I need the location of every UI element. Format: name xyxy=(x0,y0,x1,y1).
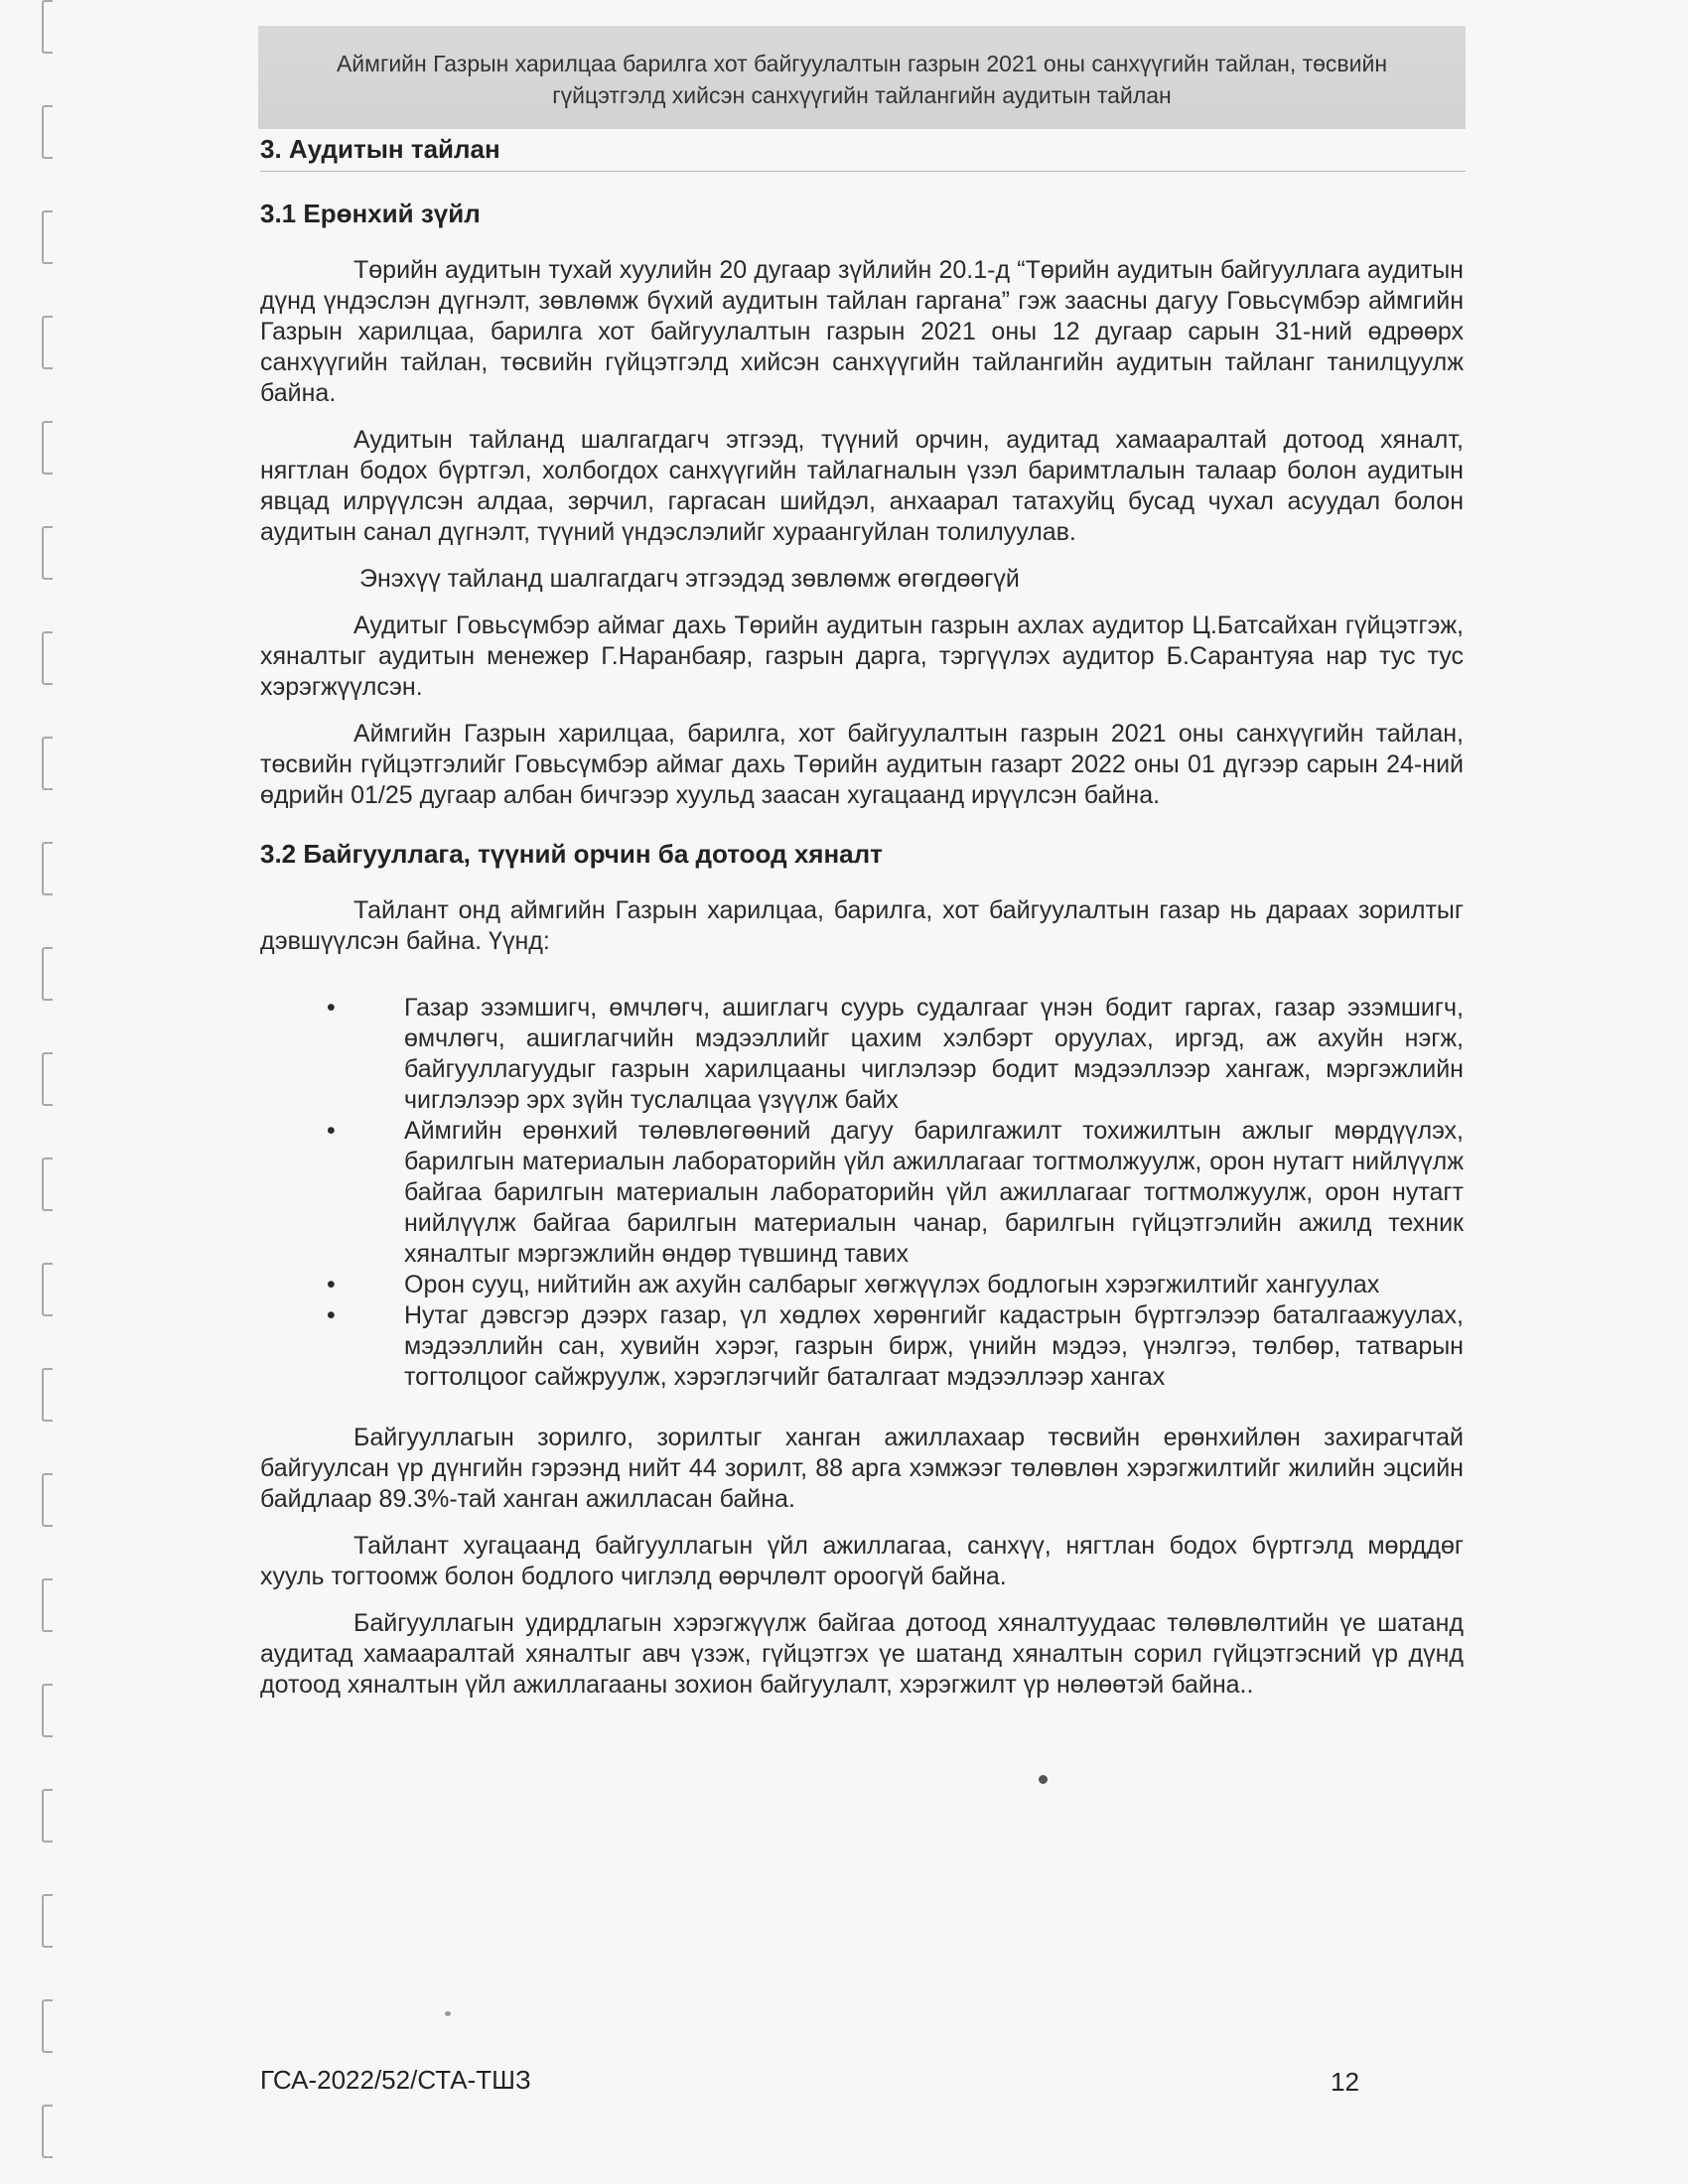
bullet-icon: • xyxy=(327,1271,336,1298)
objectives-list xyxy=(260,993,1464,1393)
binder-hole xyxy=(42,2105,53,2158)
list-item xyxy=(327,1116,1464,1270)
binder-hole xyxy=(42,210,53,264)
paragraph: Төрийн аудитын тухай хуулийн 20 дугаар зүйлийн 20.1-д “Төрийн аудитын байгууллага аудитын дүнд үндэслэн дүгнэлт, зөвлөмж бүхий аудитын тайлан гаргана” гэж заасны дагуу Говьсүмбэр аймгийн Газрын харилцаа, барилга хот байгуулалтын газрын 2021 оны 12 дугаар сарын 31-ний өдрөөрх санхүүгийн тайлан, төсвийн гүйцэтгэлд хийсэн санхүүгийн тайлангийн аудитын тайланг танилцуулж байна. xyxy=(260,256,1464,407)
header-line-1: Аймгийн Газрын харилцаа барилга хот байгуулалтын газрын 2021 оны санхүүгийн тайлан, төсвийн xyxy=(336,51,1388,76)
subsection-1-title: 3.1 Ерөнхий зүйл xyxy=(260,199,481,228)
binder-hole xyxy=(42,1789,53,1843)
binder-hole xyxy=(42,631,53,685)
binder-holes xyxy=(28,0,58,2184)
paragraph: Аймгийн Газрын харилцаа, барилга, хот байгуулалтын газрын 2021 оны санхүүгийн тайлан, төсвийн гүйцэтгэлийг Говьсүмбэр аймаг дахь Төрийн аудитын газарт 2022 оны 01 дүгээр сарын 24-ний өдрийн 01/25 дугаар албан бичгээр хуульд заасан хугацаанд ирүүлсэн байна. xyxy=(260,720,1464,809)
paragraph: Байгууллагын зорилго, зорилтыг ханган ажиллахаар төсвийн ерөнхийлөн захирагчтай байгуулсан үр дүнгийн гэрээнд нийт 44 зорилт, 88 арга хэмжээг төлөвлөн хэрэгжилтийг жилийн эцсийн байдлаар 89.3%-тай ханган ажилласан байна. xyxy=(260,1424,1464,1513)
binder-hole xyxy=(42,1999,53,2053)
paragraph: Байгууллагын удирдлагын хэрэгжүүлж байгаа дотоод хяналтуудаас төлөвлөлтийн үе шатанд аудитад хамааралтай хяналтыг авч үзэж, гүйцэтгэх үе шатанд хяналтын сорил гүйцэтгэсний үр дүнд дотоод хяналтын үйл ажиллагааны зохион байгуулалт, хэрэгжилт үр нөлөөтэй байна.. xyxy=(260,1609,1464,1699)
bullet-icon: • xyxy=(327,1117,336,1145)
binder-hole xyxy=(42,0,53,54)
paragraph: Аудитыг Говьсүмбэр аймаг дахь Төрийн аудитын газрын ахлах аудитор Ц.Батсайхан гүйцэтгэж, хяналтыг аудитын менежер Г.Наранбаяр, газрын дарга, тэргүүлэх аудитор Б.Сарантуяа нар тус тус хэрэгжүүлсэн. xyxy=(260,612,1464,701)
list-item xyxy=(327,1270,1464,1300)
bullet-icon: • xyxy=(327,994,336,1022)
header-line-2: гүйцэтгэлд хийсэн санхүүгийн тайлангийн аудитын тайлан xyxy=(552,82,1172,108)
binder-hole xyxy=(42,1684,53,1737)
list-item-text: Аймгийн ерөнхий төлөвлөгөөний дагуу барилгажилт тохижилтын ажлыг мөрдүүлэх, барилгын материалын лабораторийн үйл ажиллагааг тогтмолжуулж, орон нутагт нийлүүлж байгаа барилгын материалын лабораторийн үйл ажиллагааг тогтмолжуулж, орон нутагт нийлүүлж байгаа барилгын материалын чанар, барилгын гүйцэтгэлийн ажилд техник хяналтыг мэргэжлийн өндөр түвшинд тавих xyxy=(404,1117,1464,1268)
binder-hole xyxy=(42,1263,53,1316)
subsection-2-title: 3.2 Байгууллага, түүний орчин ба дотоод хяналт xyxy=(260,839,883,869)
document-code: ГСА-2022/52/СТА-ТШЗ xyxy=(260,2065,531,2095)
page-number: 12 xyxy=(1331,2067,1359,2097)
scan-speck xyxy=(1039,1775,1048,1784)
binder-hole xyxy=(42,316,53,369)
binder-hole xyxy=(42,1894,53,1948)
binder-hole xyxy=(42,526,53,580)
paragraph: Аудитын тайланд шалгагдагч этгээд, түүний орчин, аудитад хамааралтай дотоод хяналт, нягтлан бодох бүртгэл, холбогдох санхүүгийн тайлагналын үзэл баримтлалын талаар болон аудитын явцад илрүүлсэн алдаа, зөрчил, гаргасан шийдэл, анхаарал татахуйц бусад чухал асуудал болон аудитын санал дүгнэлт, түүний үндэслэлийг хураангуйлан толилуулав. xyxy=(260,426,1464,546)
list-item-text: Газар эзэмшигч, өмчлөгч, ашиглагч суурь судалгааг үнэн бодит гаргах, газар эзэмшигч, өмчлөгч, ашиглагчийн мэдээллийг цахим хэлбэрт оруулах, иргэд, аж ахуйн нэгж, байгууллагуудыг газрын харилцааны чиглэлээр бодит мэдээллээр хангаж, мэргэжлийн чиглэлээр эрх зүйн туслалцаа үзүүлж байх xyxy=(404,994,1464,1114)
binder-hole xyxy=(42,1368,53,1422)
paragraph: Тайлант онд аймгийн Газрын харилцаа, барилга, хот байгуулалтын газар нь дараах зорилтыг дэвшүүлсэн байна. Үүнд: xyxy=(260,896,1464,955)
scan-speck xyxy=(445,2011,451,2016)
report-header xyxy=(258,26,1466,129)
binder-hole xyxy=(42,737,53,790)
document-body xyxy=(260,199,1464,1716)
section-title: 3. Аудитын тайлан xyxy=(260,134,1466,172)
binder-hole xyxy=(42,421,53,475)
list-item xyxy=(327,993,1464,1116)
paragraph: Энэхүү тайланд шалгагдагч этгээдэд зөвлөмж өгөгдөөгүй xyxy=(359,565,1020,593)
binder-hole xyxy=(42,1473,53,1527)
bullet-icon: • xyxy=(327,1301,336,1329)
list-item-text: Нутаг дэвсгэр дээрх газар, үл хөдлөх хөрөнгийг кадастрын бүртгэлээр баталгаажуулах, мэдээллийн сан, хувийн хэрэг, газрын бирж, үнийн мэдээ, үнэлгээ, төлбөр, татварын тогтолцоог сайжруулж, хэрэглэгчийг баталгаат мэдээллээр хангах xyxy=(404,1301,1464,1391)
paragraph: Тайлант хугацаанд байгууллагын үйл ажиллагаа, санхүү, нягтлан бодох бүртгэлд мөрддөг хууль тогтоомж болон бодлого чиглэлд өөрчлөлт ороогүй байна. xyxy=(260,1532,1464,1590)
binder-hole xyxy=(42,105,53,159)
binder-hole xyxy=(42,1158,53,1211)
list-item xyxy=(327,1300,1464,1393)
binder-hole xyxy=(42,947,53,1001)
list-item-text: Орон сууц, нийтийн аж ахуйн салбарыг хөгжүүлэх бодлогын хэрэгжилтийг хангуулах xyxy=(404,1271,1380,1298)
binder-hole xyxy=(42,842,53,895)
binder-hole xyxy=(42,1052,53,1106)
binder-hole xyxy=(42,1578,53,1632)
